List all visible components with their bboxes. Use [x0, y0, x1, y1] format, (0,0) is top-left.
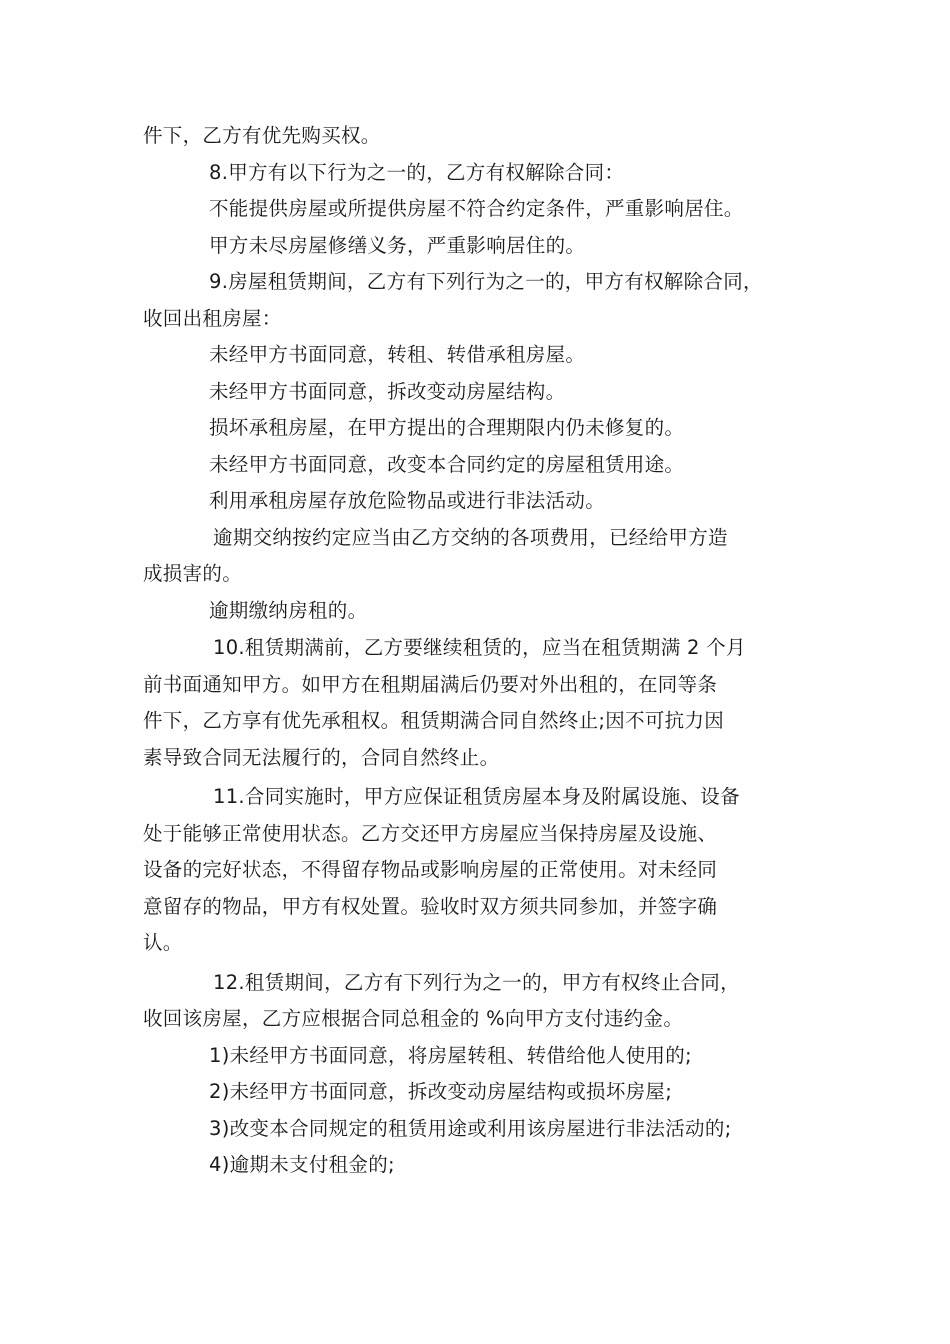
- clause-8-item: 不能提供房屋或所提供房屋不符合约定条件，严重影响居住。: [209, 197, 744, 220]
- text-line: 设备的完好状态，不得留存物品或影响房屋的正常使用。对未经同: [143, 858, 718, 881]
- text-line: 认。: [143, 931, 183, 954]
- clause-9-item: 逾期交纳按约定应当由乙方交纳的各项费用，已经给甲方造: [213, 525, 728, 549]
- clause-12-item: 4)逾期未支付租金的;: [209, 1153, 395, 1176]
- clause-11-heading: 11.合同实施时，甲方应保证租赁房屋本身及附属设施、设备: [213, 785, 740, 808]
- text-line: 素导致合同无法履行的，合同自然终止。: [143, 745, 500, 769]
- clause-12-item: 1)未经甲方书面同意，将房屋转租、转借给他人使用的;: [209, 1043, 692, 1067]
- clause-8-item: 甲方未尽房屋修缮义务，严重影响居住的。: [209, 233, 586, 257]
- text-line: 前书面通知甲方。如甲方在租期届满后仍要对外出租的，在同等条: [143, 672, 718, 696]
- text-line: 成损害的。: [143, 562, 243, 585]
- clause-8-heading: 8.甲方有以下行为之一的，乙方有权解除合同：: [209, 160, 625, 184]
- clause-9-item: 利用承租房屋存放危险物品或进行非法活动。: [209, 489, 606, 512]
- clause-9-heading: 9.房屋租赁期间，乙方有下列行为之一的，甲方有权解除合同，: [209, 270, 763, 293]
- clause-12-item: 2)未经甲方书面同意，拆改变动房屋结构或损坏房屋;: [209, 1080, 673, 1103]
- clause-9-item: 未经甲方书面同意，拆改变动房屋结构。: [209, 379, 566, 403]
- clause-12-heading: 12.租赁期间，乙方有下列行为之一的，甲方有权终止合同，: [213, 970, 740, 994]
- clause-10-heading: 10.租赁期满前，乙方要继续租赁的，应当在租赁期满 2 个月: [213, 636, 746, 659]
- text-line: 处于能够正常使用状态。乙方交还甲方房屋应当保持房屋及设施、: [143, 821, 718, 845]
- text-line: 件下，乙方有优先购买权。: [143, 124, 381, 147]
- text-line: 件下，乙方享有优先承租权。租赁期满合同自然终止;因不可抗力因: [143, 709, 725, 732]
- clause-9-item: 未经甲方书面同意，改变本合同约定的房屋租赁用途。: [209, 452, 685, 476]
- text-line: 意留存的物品，甲方有权处置。验收时双方须共同参加，并签字确: [143, 894, 718, 918]
- clause-9-item: 损坏承租房屋，在甲方提出的合理期限内仍未修复的。: [209, 416, 685, 439]
- document-body: [143, 118, 813, 1184]
- text-line: 收回该房屋，乙方应根据合同总租金的 %向甲方支付违约金。: [143, 1007, 684, 1030]
- clause-9-item: 逾期缴纳房租的。: [209, 598, 368, 622]
- clause-9-item: 未经甲方书面同意，转租、转借承租房屋。: [209, 343, 586, 366]
- clause-12-item: 3)改变本合同规定的租赁用途或利用该房屋进行非法活动的;: [209, 1116, 732, 1140]
- text-line: 收回出租房屋：: [143, 306, 282, 330]
